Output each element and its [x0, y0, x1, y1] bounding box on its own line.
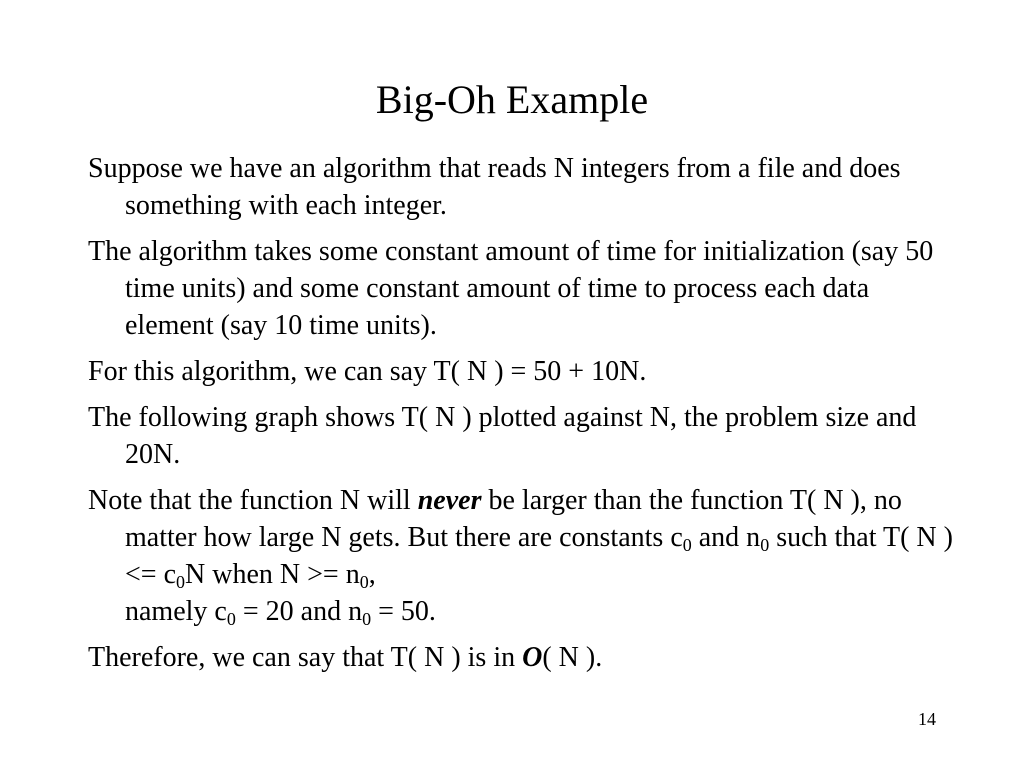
text-fragment: and n	[691, 522, 761, 553]
paragraph-constants-note	[88, 482, 958, 630]
text-fragment: such that T( N ) <= c	[125, 522, 953, 590]
text-fragment: Note that the function N will	[88, 485, 418, 516]
text-fragment: = 50.	[371, 596, 436, 627]
text-fragment: N when N >= n	[185, 559, 360, 590]
subscript: 0	[682, 535, 692, 555]
text-fragment: be larger than the function T( N ), no matter how large N gets. But there are constants c	[125, 485, 902, 553]
text-fragment: namely c	[125, 596, 227, 627]
paragraph-t-of-n-formula: For this algorithm, we can say T( N ) = 50 + 10N.	[88, 356, 647, 387]
subscript: 0	[362, 609, 372, 629]
subscript: 0	[760, 535, 770, 555]
slide-title: Big-Oh Example	[375, 77, 649, 122]
big-o-symbol: O	[522, 642, 543, 673]
subscript: 0	[176, 572, 186, 592]
paragraph-time-costs: The algorithm takes some constant amount of time for initialization (say 50 time units) and some constant amount of time to process each data element (say 10 time units).	[88, 236, 934, 341]
emphasis-never: never	[417, 485, 482, 516]
paragraph-algorithm-intro: Suppose we have an algorithm that reads N integers from a file and does something with each integer.	[88, 153, 901, 221]
paragraph-conclusion	[88, 639, 958, 676]
text-fragment: Therefore, we can say that T( N ) is in	[88, 642, 523, 673]
paragraph-graph-note: The following graph shows T( N ) plotted against N, the problem size and 20N.	[88, 402, 917, 470]
text-fragment: ,	[368, 559, 376, 590]
page-number: 14	[918, 709, 936, 729]
text-fragment: ( N ).	[542, 642, 603, 673]
subscript: 0	[359, 572, 369, 592]
text-fragment: = 20 and n	[235, 596, 363, 627]
subscript: 0	[226, 609, 236, 629]
slide-body	[88, 150, 958, 685]
